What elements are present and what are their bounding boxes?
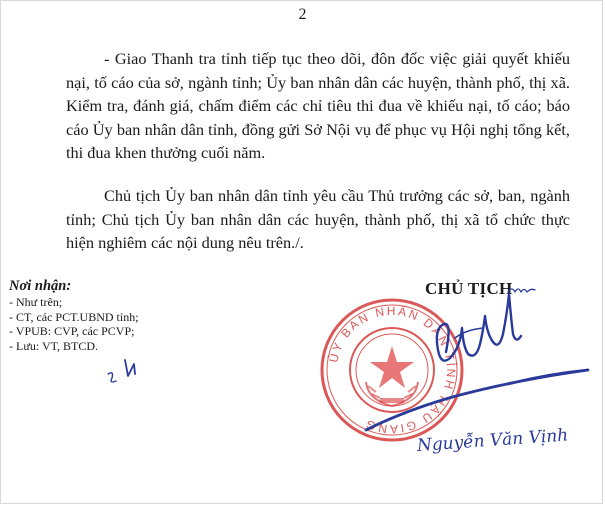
recipient-item: - Như trên; [9, 295, 63, 309]
recipient-item: - CT, các PCT.UBND tỉnh; [9, 309, 139, 324]
signer-name: Nguyễn Văn Vịnh [416, 425, 569, 456]
seal-text-path: ỦY BAN NHÂN DÂN TỈNH HẬU GIANG [326, 303, 459, 437]
signer-title: CHỦ TỊCH [425, 279, 513, 298]
official-seal [318, 296, 466, 444]
body-paragraph-1: - Giao Thanh tra tỉnh tiếp tục theo dõi, đôn đốc việc giải quyết khiếu nại, tố cáo của sở, ngành tỉnh; Ủy ban nhân dân các huyện, thành phố, thị xã. Kiểm tra, đánh giá, chấm điểm các chỉ tiêu thi đua về khiếu nại, tố cáo; báo cáo Ủy ban nhân dân tỉnh, đồng gửi Sở Nội vụ để phục vụ Hội nghị tổng kết, thi đua khen thưởng cuối năm. [66, 49, 570, 163]
recipient-item: - VPUB: CVP, các PCVP; [9, 324, 135, 339]
recipients-title: Nơi nhận: [9, 278, 72, 294]
star-icon [370, 346, 414, 388]
page-number: 2 [298, 6, 307, 23]
recipient-item: - Lưu: VT, BTCD. [9, 338, 99, 353]
recipients-list [9, 295, 239, 353]
recipients-block [9, 278, 239, 353]
body-paragraph-2: Chủ tịch Ủy ban nhân dân tỉnh yêu cầu Thủ trưởng các sở, ban, ngành tỉnh; Chủ tịch Ủy ban nhân dân các huyện, thành phố, thị xã tổ chức thực hiện nghiêm các nội dung nêu trên./. [66, 186, 570, 253]
